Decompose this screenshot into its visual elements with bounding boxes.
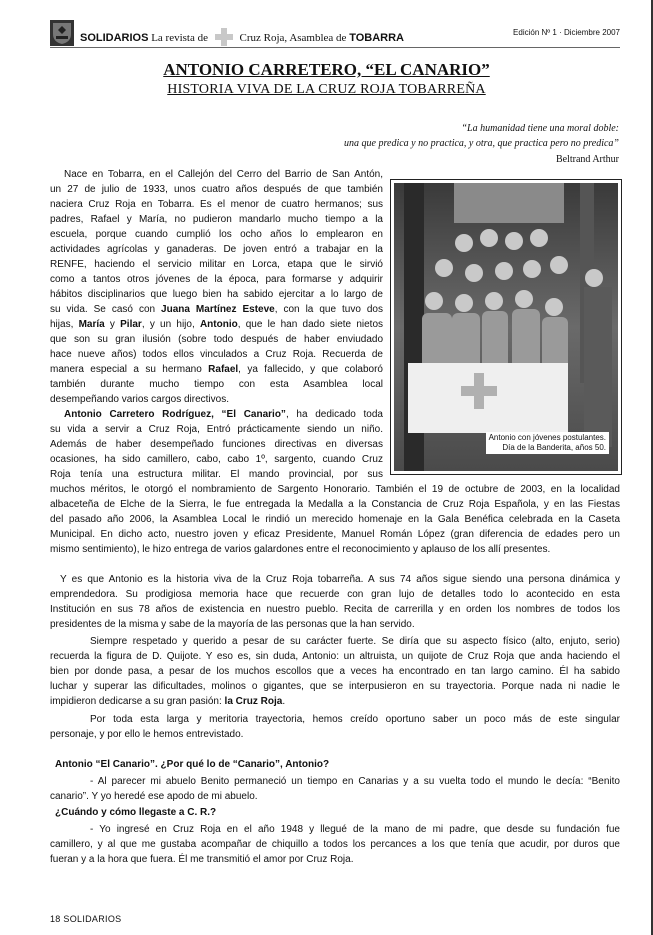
name-maria: María (78, 319, 105, 330)
tobarra-shield-icon (50, 20, 74, 46)
body-line: albaceteña de Elche de la Sierra, le fue entregada la Medalla a la Constancia de Cruz Roja Española, y en las Fiestas (50, 499, 620, 510)
text: , que le han dado siete nietos (237, 319, 384, 330)
quote-author: Beltrand Arthur (555, 154, 619, 165)
text: , ya fallecido, y que colaboró (238, 364, 383, 375)
text: , ha dedicado toda (285, 409, 383, 420)
text: manera especial a su hermano (50, 364, 209, 375)
caption-line-2: Día de la Banderita, años 50. (502, 443, 606, 452)
text: . (282, 696, 286, 707)
name-juana: Juana Martínez Esteve (161, 304, 275, 315)
body-line: Siempre respetado y querido a pesar de su carácter fuerte. Se diría que su aspecto físico (alto, enjuto, serio) (90, 636, 620, 647)
body-line: actividades agrícolas y ganaderas. De joven entró a trabajar en la (50, 244, 383, 255)
edition-info: Edición Nº 1 · Diciembre 2007 (513, 28, 620, 37)
body-line (50, 362, 383, 377)
magazine-name: SOLIDARIOS (80, 32, 149, 44)
body-line: ocasiones, ha sido camillero, cabo, cabo 1º, sargento, cuando Cruz (50, 454, 383, 465)
caption-line-1: Antonio con jóvenes postulantes. (488, 433, 606, 442)
text: impidieron dedicarse a su gran pasión: (50, 696, 225, 707)
body-line: su vida a servir a Cruz Roja, Entró prácticamente siendo un niño. (50, 424, 383, 435)
body-line: Institución en sus 78 años de existencia en nuestro pueblo. Recita de carrerilla y en orden los nombres de todos los (50, 604, 620, 615)
body-line: personaje, y por ello le hemos entrevistado. (50, 729, 244, 740)
body-line: desempeñando varios cargos directivos. (50, 394, 229, 405)
photo-caption (486, 432, 609, 454)
body-line: Nace en Tobarra, en el Callejón del Cerro del Barrio de San Antón, (64, 169, 383, 180)
body-line: luchar y superar las dificultades, molinos o gigantes, que se interpusieron en su trayectoria. Porque nada ni nadie le (50, 681, 620, 692)
article-subtitle: HISTORIA VIVA DE LA CRUZ ROJA TOBARREÑA (167, 82, 486, 97)
page-footer: 18 SOLIDARIOS (50, 914, 122, 924)
body-line: escuela, porque cuando cumplió los ocho años lo emplearon en (50, 229, 383, 240)
header-text (80, 28, 404, 46)
body-line: como a tantos otros jóvenes de la época, para formarse y adquirir (50, 274, 383, 285)
body-line: un 27 de julio de 1933, unos cuatro años después de que también (50, 184, 383, 195)
header-town: TOBARRA (349, 32, 404, 44)
interview-answer-1-line: - Al parecer mi abuelo Benito permaneció un tiempo en Canarias y a su vuelta todo el mundo le decía: “Benito (90, 776, 620, 787)
body-line: Y es que Antonio es la historia viva de la Cruz Roja tobarreña. A sus 74 años sigue siendo una persona dinámica y (60, 574, 620, 585)
name-pilar: Pilar (120, 319, 142, 330)
body-line (50, 302, 383, 317)
text: hijas, (50, 319, 79, 330)
interview-question-2: ¿Cuándo y cómo llegaste a C. R.? (55, 807, 217, 818)
phrase-la-cruz-roja: la Cruz Roja (224, 696, 283, 707)
body-line (50, 694, 620, 709)
interview-answer-2-line: - Yo ingresé en Cruz Roja en el año 1948 y llegué de la mano de mi padre, que desde su fundación fue (90, 824, 620, 835)
body-line (50, 317, 383, 332)
header-org: Cruz Roja, Asamblea de (239, 32, 347, 44)
text: , con la que tuvo dos (274, 304, 383, 315)
body-line: que son su gran ilusión (sobre todo después de haber enviudado (50, 334, 383, 345)
body-line: emprendedora. Su prodigiosa memoria hace que recuerde con gran lujo de detalles todo lo acontecido en esta (50, 589, 620, 600)
body-line: RENFE, haciendo el servicio militar en Lorca, etapa que le sirvió (50, 259, 383, 270)
interview-question-1: Antonio “El Canario”. ¿Por qué lo de “Canario”, Antonio? (55, 759, 330, 770)
quote-line-1: “La humanidad tiene una moral doble: (461, 123, 619, 134)
body-line: también durante mucho tiempo con esta Asamblea local (50, 379, 383, 390)
header-text-mid: La revista de (151, 32, 209, 44)
text: su vida. Se casó con (50, 304, 162, 315)
article-photo (390, 179, 622, 475)
historic-group-photo (394, 183, 618, 471)
body-line: muchos méritos, le otorgó el nombramiento de Sargento Honorario. También el 19 de octubre de 2003, en la localidad (50, 484, 620, 495)
body-line: presidentes de la misma y sabe de la mayoría de las personas que la han servido. (50, 619, 415, 630)
name-antonio: Antonio (199, 319, 238, 330)
body-line (64, 407, 383, 422)
body-line: Roja tenía una estructura militar. El mando provincial, por sus (50, 469, 383, 480)
body-line: Además de haber desempeñado funciones directivas en diversas (50, 439, 383, 450)
header-divider (50, 47, 620, 48)
body-line: hace nueve años) todos ellos vinculados a Cruz Roja. Recuerda de (50, 349, 383, 360)
interview-answer-2-line: fueran y a la hora que fuera. Él me transmitió el amor por Cruz Roja. (50, 854, 354, 865)
body-line: Por toda esta larga y meritoria trayectoria, hemos creído oportuno saber un poco más de este singular (90, 714, 620, 725)
text: y (104, 319, 121, 330)
article-title: ANTONIO CARRETERO, “EL CANARIO” (163, 60, 490, 79)
quote-line-2: una que predica y no practica, y otra, que practica pero no predica” (344, 138, 619, 149)
magazine-header (50, 20, 620, 46)
body-line: padres, Rafael y María, no pudieron mandarlo mucho tiempo a la (50, 214, 383, 225)
body-line: bien por donde pasa, a pesar de los muchos escollos que a veces ha encontrado en tan largo camino. Él ha sabido (50, 666, 620, 677)
name-rafael: Rafael (208, 364, 239, 375)
body-line: recuerda la figura de D. Quijote. Y eso es, sin duda, Antonio: un altruista, un quijote de Cruz Roja que anda haciendo el (50, 651, 620, 662)
body-line: mismo sentimiento), le hizo entrega de varios galardones entre el reconocimiento y aplauso de los allí presentes. (50, 544, 551, 555)
text: , y un hijo, (141, 319, 200, 330)
body-line: del pasado año 2006, la Asamblea Local le rindió un merecido homenaje en la Gala Benéfica celebrada en la Caseta (50, 514, 620, 525)
antonio-full-name: Antonio Carretero Rodríguez, “El Canario” (64, 409, 286, 420)
interview-answer-1-line: canario”. Y yo heredé ese apodo de mi abuelo. (50, 791, 258, 802)
red-cross-icon (215, 28, 233, 46)
body-line: Municipal. En dicho acto, nuestro joven y eficaz Presidente, Manuel Román López (gran diferencia de edades pero un (50, 529, 620, 540)
body-line: hábitos disciplinarios que luego bien ha sabido ejercitar a lo largo de (50, 289, 383, 300)
body-line: naciera Cruz Roja en Tobarra. Es el menor de cuatro hermanos; sus (50, 199, 383, 210)
interview-answer-2-line: camillero, y al que me gustaba acompañar de chiquillo a todos los percances a los que tenía que acudir, por duros que (50, 839, 620, 850)
